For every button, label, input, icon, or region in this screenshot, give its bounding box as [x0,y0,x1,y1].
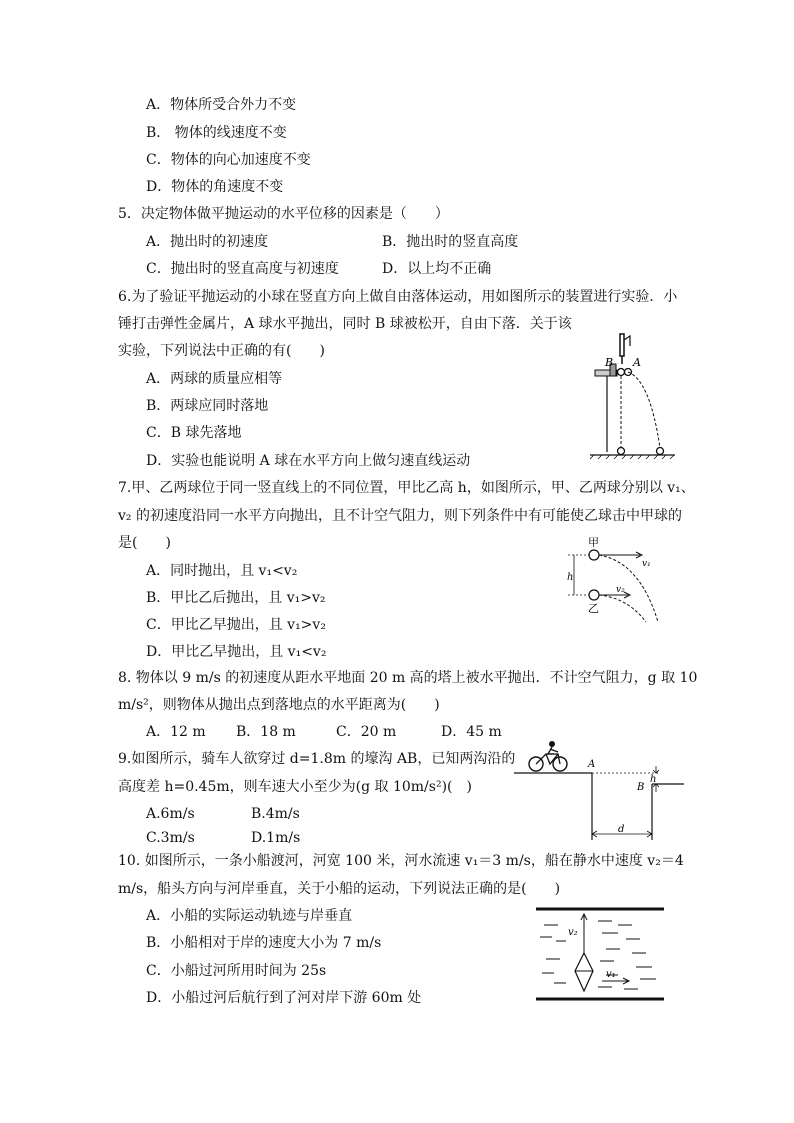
q4-option-a: A．物体所受合外力不变 [146,97,297,113]
q8-stem-line-1: 8. 物体以 9 m/s 的初速度从距水平地面 20 m 高的塔上被水平抛出．不计空气阻力，g 取 10 [118,670,698,686]
q8-option-d: D．45 m [441,724,502,740]
q6-option-a: A．两球的质量应相等 [146,371,283,387]
q9-option-a: A.6m/s [146,806,195,822]
q4-option-c: C．物体的向心加速度不变 [146,152,311,168]
q9-option-d: D.1m/s [251,830,301,846]
q4-option-b: B． 物体的线速度不变 [146,125,287,141]
q6-option-b: B．两球应同时落地 [146,398,269,414]
q9-stem-line-1: 9.如图所示，骑车人欲穿过 d=1.8m 的壕沟 AB，已知两沟沿的 [118,751,516,767]
q4-option-d: D．物体的角速度不变 [146,179,284,195]
q10-option-c: C．小船过河所用时间为 25s [146,963,327,979]
q7-stem-line-1: 7.甲、乙两球位于同一竖直线上的不同位置，甲比乙高 h，如图所示，甲、乙两球分别以 v₁、 [118,480,695,496]
q7-label-yi: 乙 [588,602,599,615]
q9-label-d: d [618,824,625,835]
q5-option-c: C．抛出时的竖直高度与初速度 [146,261,339,277]
q6-label-a: A [633,356,641,369]
q9-ditch-figure [512,740,684,840]
q10-label-v2: v₂ [568,927,578,938]
q9-label-h: h [650,774,657,785]
q9-stem-line-2: 高度差 h=0.45m，则车速大小至少为(g 取 10m/s²)( ) [118,779,472,795]
q10-option-b: B．小船相对于岸的速度大小为 7 m/s [146,935,382,951]
q7-label-v2: v₂ [616,585,625,595]
q7-stem-line-2: v₂ 的初速度沿同一水平方向抛出，且不计空气阻力，则下列条件中有可能使乙球击中甲球的 [118,508,682,524]
q7-label-jia: 甲 [588,536,599,549]
q7-option-d: D．甲比乙早抛出，且 v₁<v₂ [146,644,327,660]
q7-option-c: C．甲比乙早抛出，且 v₁>v₂ [146,617,326,633]
q10-label-v1: v₁ [606,969,616,980]
q10-stem-line-2: m/s，船头方向与河岸垂直，关于小船的运动，下列说法正确的是( ) [118,881,561,897]
q9-option-c: C.3m/s [146,830,195,846]
q7-label-h: h [567,572,574,583]
q5-option-b: B．抛出时的竖直高度 [382,234,519,250]
q10-option-a: A．小船的实际运动轨迹与岸垂直 [146,908,353,924]
q6-option-d: D．实验也能说明 A 球在水平方向上做匀速直线运动 [146,453,471,469]
q7-stem-line-3: 是( ) [118,535,171,551]
q8-option-a: A．12 m [146,724,206,740]
q7-option-b: B．甲比乙后抛出，且 v₁>v₂ [146,590,326,606]
q7-label-v1: v₁ [642,559,651,569]
q8-option-b: B．18 m [236,724,296,740]
q10-option-d: D．小船过河后航行到了河对岸下游 60m 处 [146,990,422,1006]
q10-river-figure [536,905,664,1005]
q6-apparatus-figure [590,330,675,460]
q6-stem-line-2: 锤打击弹性金属片，A 球水平抛出，同时 B 球被松开，自由下落．关于该 [118,316,572,332]
q8-option-c: C．20 m [336,724,397,740]
q5-option-a: A．抛出时的初速度 [146,234,269,250]
q5-option-d: D．以上均不正确 [382,261,492,277]
q10-stem-line-1: 10. 如图所示，一条小船渡河，河宽 100 米，河水流速 v₁＝3 m/s，船在静水中速度 v₂＝4 [118,853,684,869]
q7-two-balls-figure [560,534,670,626]
q9-label-b: B [637,782,645,793]
q9-option-b: B.4m/s [251,806,300,822]
q6-option-c: C．B 球先落地 [146,425,242,441]
q6-stem-line-3: 实验，下列说法中正确的有( ) [118,343,325,359]
q9-label-a: A [588,759,596,770]
q7-option-a: A．同时抛出，且 v₁<v₂ [146,563,298,579]
q6-stem-line-1: 6.为了验证平抛运动的小球在竖直方向上做自由落体运动，用如图所示的装置进行实验．小 [118,289,678,305]
q6-label-b: B [605,356,614,369]
q5-stem: 5．决定物体做平抛运动的水平位移的因素是（ ） [118,206,449,222]
q8-stem-line-2: m/s²，则物体从抛出点到落地点的水平距离为( ) [118,697,440,713]
